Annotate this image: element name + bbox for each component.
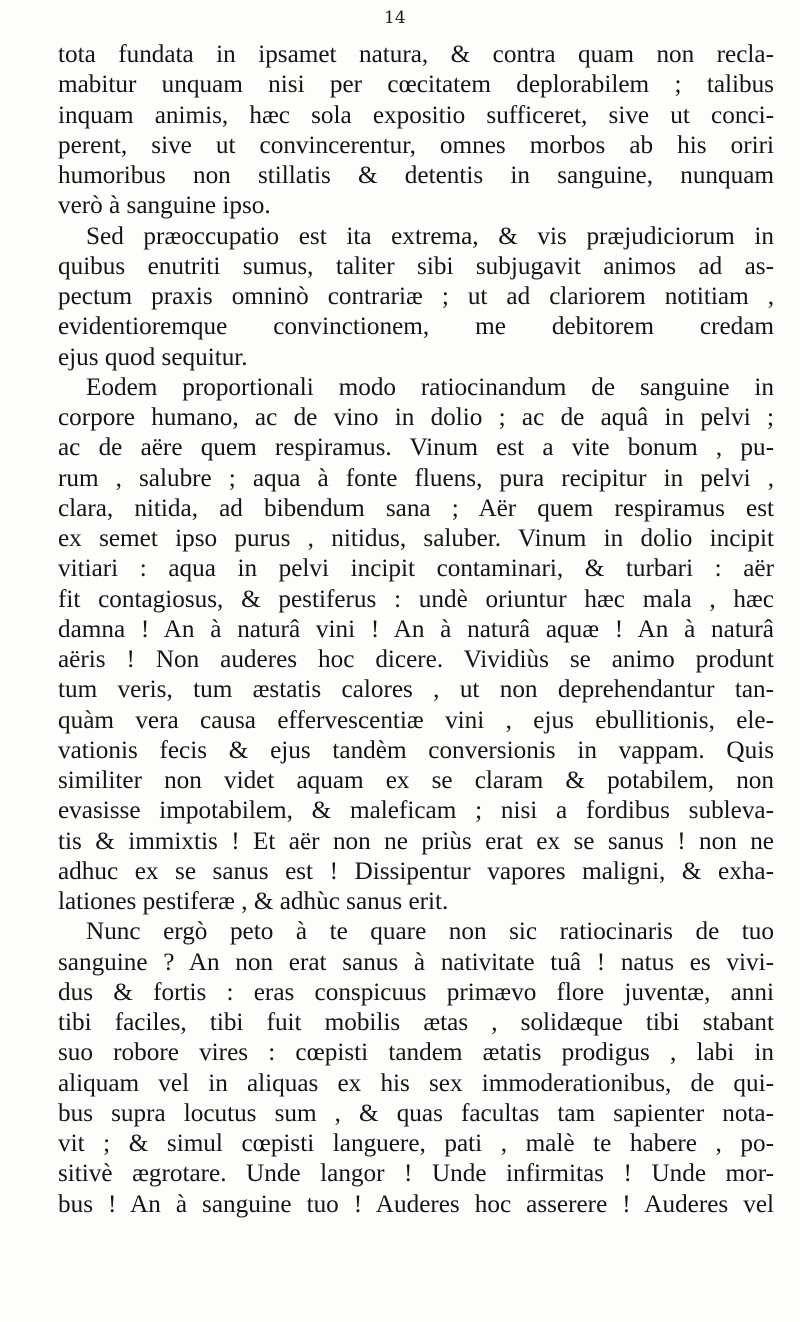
text-line: tibi faciles, tibi fuit mobilis ætas , solidæque tibi stabant	[58, 1009, 774, 1036]
text-line: aliquam vel in aliquas ex his sex immoderationibus, de qui-	[58, 1069, 774, 1097]
text-line: vit ; & simul cœpisti languere, pati , malè te habere , po-	[58, 1130, 774, 1157]
text-line: similiter non videt aquam ex se claram & potabilem, non	[58, 767, 774, 794]
text-line: bus supra locutus sum , & quas facultas tam sapienter nota-	[58, 1099, 774, 1127]
text-line: sanguine ? An non erat sanus à nativitate tuâ ! natus es vivi-	[58, 948, 774, 976]
text-line: quibus enutriti sumus, taliter sibi subjugavit animos ad as-	[58, 252, 774, 280]
text-line: perent, sive ut convincerentur, omnes morbos ab his oriri	[58, 131, 774, 159]
text-line: dus & fortis : eras conspicuus primævo flore juventæ, anni	[58, 978, 774, 1006]
text-line: adhuc ex se sanus est ! Dissipentur vapores maligni, & exha-	[58, 857, 774, 885]
text-line: verò à sanguine ipso.	[58, 192, 271, 220]
text-line: vationis fecis & ejus tandèm conversionis in vappam. Quis	[58, 736, 774, 764]
text-line: evasisse impotabilem, & maleficam ; nisi a fordibus subleva-	[58, 797, 774, 825]
text-line: Sed præoccupatio est ita extrema, & vis præjudiciorum in	[86, 222, 774, 250]
text-line: tota fundata in ipsamet natura, & contra quam non recla-	[58, 41, 774, 68]
text-line: vitiari : aqua in pelvi incipit contaminari, & turbari : aër	[58, 555, 774, 583]
text-line: humoribus non stillatis & detentis in sanguine, nunquam	[58, 162, 774, 189]
page-number: 14	[384, 8, 406, 28]
text-line: lationes pestiferæ , & adhùc sanus erit.	[58, 888, 449, 915]
text-line: bus ! An à sanguine tuo ! Auderes hoc asserere ! Auderes vel	[58, 1190, 774, 1218]
text-line: sitivè ægrotare. Unde langor ! Unde infirmitas ! Unde mor-	[58, 1160, 774, 1188]
text-line: ex semet ipso purus , nitidus, saluber. Vinum in dolio incipit	[58, 525, 774, 552]
text-line: pectum praxis omninò contrariæ ; ut ad clariorem notitiam ,	[58, 283, 774, 310]
body-text	[58, 40, 774, 1220]
text-line: Nunc ergò peto à te quare non sic ratiocinaris de tuo	[86, 918, 774, 946]
text-line: evidentioremque convinctionem, me debitorem credam	[58, 313, 774, 341]
text-line: ejus quod sequitur.	[58, 343, 248, 371]
text-line: clara, nitida, ad bibendum sana ; Aër quem respiramus est	[58, 494, 774, 522]
text-line: damna ! An à naturâ vini ! An à naturâ aquæ ! An à naturâ	[58, 615, 774, 643]
text-line: quàm vera causa effervescentiæ vini , ejus ebullitionis, ele-	[58, 706, 774, 734]
text-line: tis & immixtis ! Et aër non ne priùs erat ex se sanus ! non ne	[58, 827, 774, 855]
text-line: corpore humano, ac de vino in dolio ; ac de aquâ in pelvi ;	[58, 404, 774, 431]
text-line: rum , salubre ; aqua à fonte fluens, pura recipitur in pelvi ,	[58, 464, 774, 492]
text-line: ac de aëre quem respiramus. Vinum est a vite bonum , pu-	[58, 434, 774, 462]
text-line: Eodem proportionali modo ratiocinandum de sanguine in	[86, 373, 774, 401]
text-line: fit contagiosus, & pestiferus : undè oriuntur hæc mala , hæc	[58, 585, 774, 613]
text-line: mabitur unquam nisi per cœcitatem deplorabilem ; talibus	[58, 71, 774, 99]
text-line: aëris ! Non auderes hoc dicere. Vividiùs se animo produnt	[58, 646, 774, 673]
text-line: tum veris, tum æstatis calores , ut non deprehendantur tan-	[58, 676, 774, 704]
text-line: suo robore vires : cœpisti tandem ætatis prodigus , labi in	[58, 1039, 774, 1067]
text-line: inquam animis, hæc sola expositio sufficeret, sive ut conci-	[58, 101, 774, 129]
